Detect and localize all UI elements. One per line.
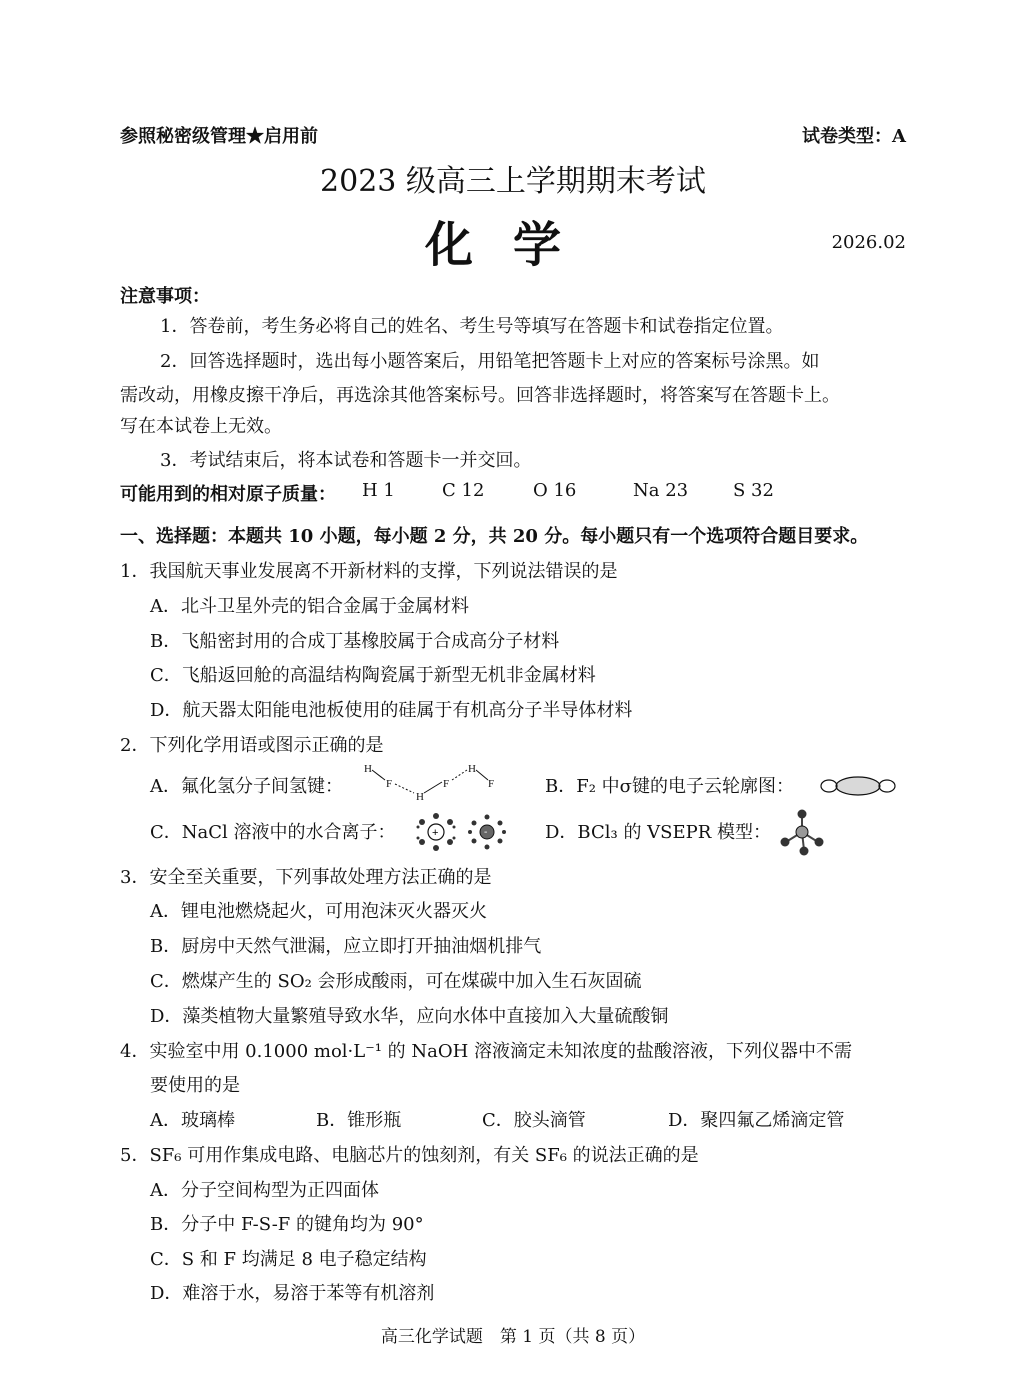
sigma-bond-electron-cloud-diagram — [818, 773, 898, 799]
hydrated-na-ion — [417, 813, 456, 851]
q2-option-a: A．氟化氢分子间氢键： — [150, 776, 343, 797]
hydrated-cl-ion — [468, 815, 506, 850]
atomic-mass-label: 可能用到的相对原子质量： — [120, 484, 336, 505]
cl-ion-minus-sign: - — [484, 827, 488, 838]
paper-type-label: 试卷类型：A — [802, 126, 906, 147]
q1-option-c: C．飞船返回舱的高温结构陶瓷属于新型无机非金属材料 — [150, 665, 596, 686]
q4-option-c: C．胶头滴管 — [482, 1110, 586, 1131]
notice-heading: 注意事项： — [120, 286, 210, 307]
confidentiality-label: 参照秘密级管理★启用前 — [120, 126, 318, 147]
notice-item-1: 1．答卷前，考生务必将自己的姓名、考生号等填写在答题卡和试卷指定位置。 — [160, 316, 784, 337]
section-1-heading: 一、选择题：本题共 10 小题，每小题 2 分，共 20 分。每小题只有一个选项符合题目要求。 — [120, 526, 869, 547]
q1-stem: 1．我国航天事业发展离不开新材料的支撑，下列说法错误的是 — [120, 561, 618, 582]
page-footer: 高三化学试题 第 1 页（共 8 页） — [380, 1327, 646, 1347]
q4-option-a: A．玻璃棒 — [150, 1110, 235, 1131]
hf-atom-f1: F — [386, 778, 393, 790]
notice-item-3: 3．考试结束后，将本试卷和答题卡一并交回。 — [160, 450, 532, 471]
atomic-mass-h: H 1 — [362, 480, 395, 501]
na-ion-plus-sign: + — [432, 827, 439, 839]
subject-title: 化学 — [424, 217, 601, 273]
q1-option-a: A．北斗卫星外壳的铝合金属于金属材料 — [150, 596, 469, 617]
hf-hydrogen-bond-diagram — [360, 760, 500, 805]
notice-item-2-line-1: 2．回答选择题时，选出每小题答案后，用铅笔把答题卡上对应的答案标号涂黑。如 — [160, 351, 820, 372]
q4-stem-line-2: 要使用的是 — [150, 1075, 240, 1096]
hydrated-ions-diagram — [412, 812, 512, 852]
q4-option-d: D．聚四氟乙烯滴定管 — [668, 1110, 845, 1131]
atomic-mass-c: C 12 — [442, 480, 485, 501]
q5-option-d: D．难溶于水，易溶于苯等有机溶剂 — [150, 1283, 435, 1304]
hf-atom-h2: H — [416, 791, 424, 803]
q5-stem: 5．SF₆ 可用作集成电路、电脑芯片的蚀刻剂，有关 SF₆ 的说法正确的是 — [120, 1145, 699, 1166]
exam-title: 2023 级高三上学期期末考试 — [320, 164, 706, 199]
q5-option-a: A．分子空间构型为正四面体 — [150, 1180, 379, 1201]
q2-option-c: C．NaCl 溶液中的水合离子： — [150, 822, 396, 843]
q5-option-c: C．S 和 F 均满足 8 电子稳定结构 — [150, 1249, 427, 1270]
q3-option-d: D．藻类植物大量繁殖导致水华，应向水体中直接加入大量硫酸铜 — [150, 1006, 669, 1027]
hf-atom-f2: F — [443, 778, 450, 790]
hf-atom-h1: H — [364, 763, 372, 775]
atomic-mass-na: Na 23 — [633, 480, 689, 501]
notice-item-2-line-2: 需改动，用橡皮擦干净后，再选涂其他答案标号。回答非选择题时，将答案写在答题卡上。 — [120, 385, 840, 406]
bcl3-vsepr-model — [778, 808, 828, 856]
q2-option-d: D．BCl₃ 的 VSEPR 模型： — [545, 822, 772, 843]
hf-atom-f3: F — [488, 778, 495, 790]
q2-stem: 2．下列化学用语或图示正确的是 — [120, 735, 384, 756]
q4-option-b: B．锥形瓶 — [316, 1110, 402, 1131]
atomic-mass-s: S 32 — [733, 480, 774, 501]
q5-option-b: B．分子中 F-S-F 的键角均为 90° — [150, 1214, 424, 1235]
exam-date: 2026.02 — [831, 232, 906, 253]
q3-option-b: B．厨房中天然气泄漏，应立即打开抽油烟机排气 — [150, 936, 542, 957]
atomic-mass-o: O 16 — [533, 480, 577, 501]
q2-option-b: B．F₂ 中σ键的电子云轮廓图： — [545, 776, 794, 797]
hf-atom-h3: H — [468, 763, 476, 775]
q3-stem: 3．安全至关重要，下列事故处理方法正确的是 — [120, 867, 492, 888]
q3-option-c: C．燃煤产生的 SO₂ 会形成酸雨，可在煤碳中加入生石灰固硫 — [150, 971, 642, 992]
q3-option-a: A．锂电池燃烧起火，可用泡沫灭火器灭火 — [150, 901, 487, 922]
q4-stem-line-1: 4．实验室中用 0.1000 mol·L⁻¹ 的 NaOH 溶液滴定未知浓度的盐酸溶液，下列仪器中不需 — [120, 1041, 853, 1062]
notice-item-2-line-3: 写在本试卷上无效。 — [120, 416, 282, 437]
q1-option-d: D．航天器太阳能电池板使用的硅属于有机高分子半导体材料 — [150, 700, 633, 721]
q1-option-b: B．飞船密封用的合成丁基橡胶属于合成高分子材料 — [150, 631, 560, 652]
